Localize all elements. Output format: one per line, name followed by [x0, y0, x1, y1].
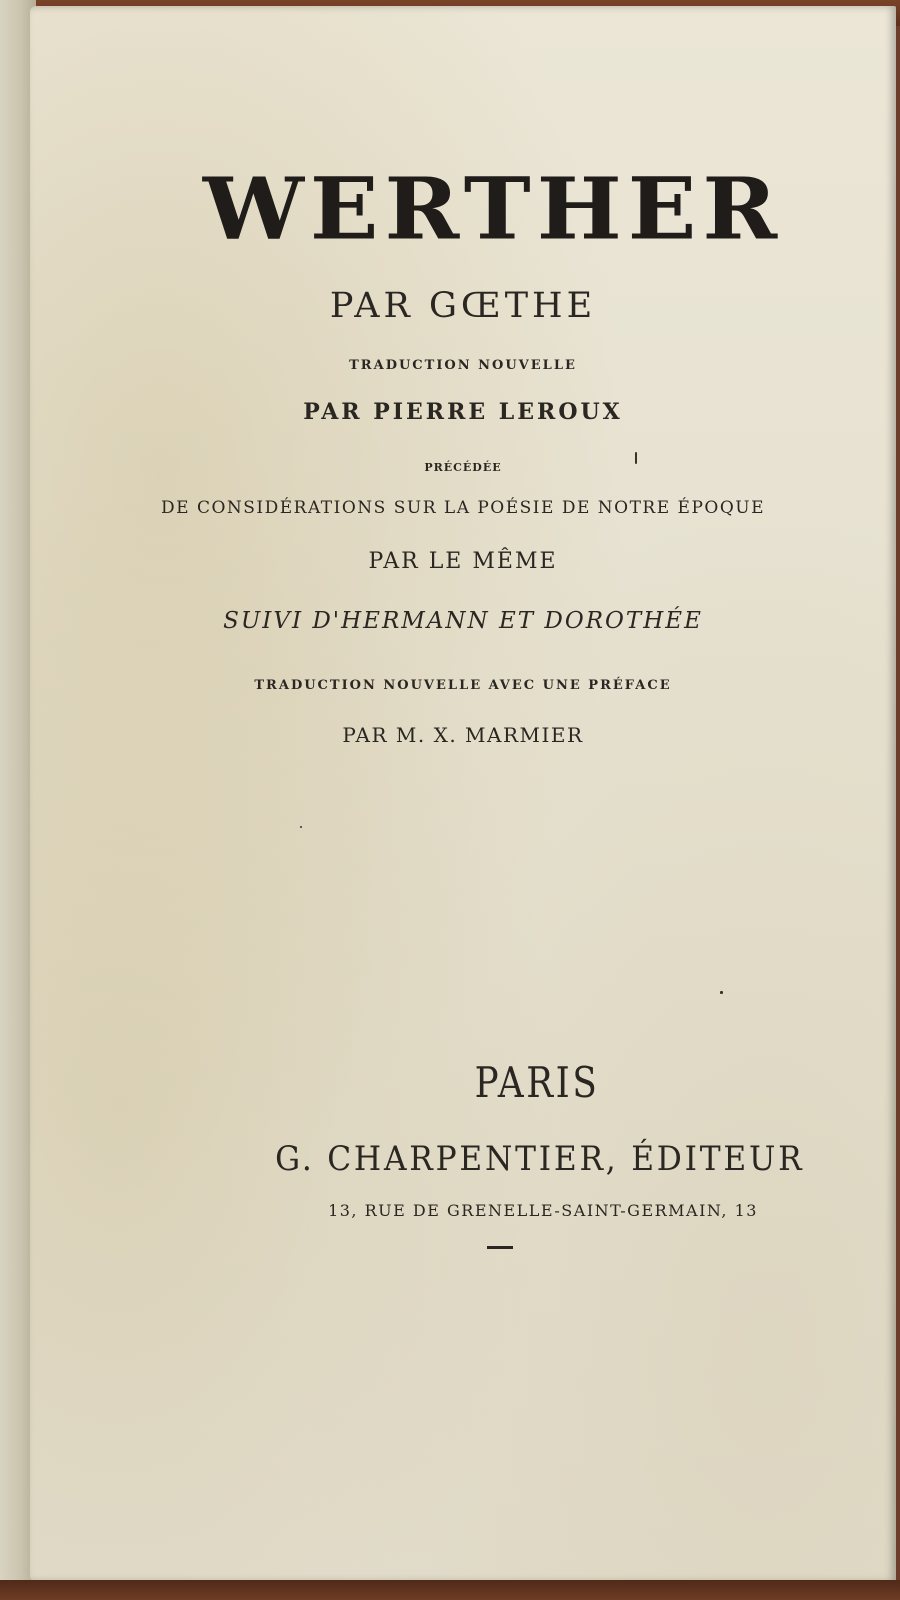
publisher-address: 13, RUE DE GRENELLE-SAINT-GERMAIN, 13: [328, 1201, 758, 1220]
translator-line: PAR PIERRE LEROUX: [303, 399, 623, 425]
publisher-line: G. CHARPENTIER, ÉDITEUR: [275, 1139, 805, 1179]
ink-speck: [720, 991, 723, 994]
ornamental-rule: [487, 1246, 513, 1249]
table-surface-bottom: [0, 1580, 900, 1600]
title-page: [30, 6, 896, 1582]
same-author-line: PAR LE MÊME: [368, 549, 558, 574]
publication-city: PARIS: [474, 1058, 600, 1107]
considerations-line: DE CONSIDÉRATIONS SUR LA POÉSIE DE NOTRE ÉPOQUE: [161, 498, 765, 518]
translation-note: TRADUCTION NOUVELLE: [349, 358, 577, 373]
ink-speck: [635, 452, 637, 464]
second-translator-line: PAR M. X. MARMIER: [342, 723, 584, 747]
translation-note-preface: TRADUCTION NOUVELLE AVEC UNE PRÉFACE: [254, 678, 672, 693]
preceded-note: PRÉCÉDÉE: [424, 461, 502, 474]
followed-by-line: SUIVI D'HERMANN ET DOROTHÉE: [223, 608, 703, 634]
ink-speck: [300, 826, 302, 828]
book-title: WERTHER: [202, 158, 784, 260]
author-line: PAR GŒTHE: [329, 286, 597, 326]
